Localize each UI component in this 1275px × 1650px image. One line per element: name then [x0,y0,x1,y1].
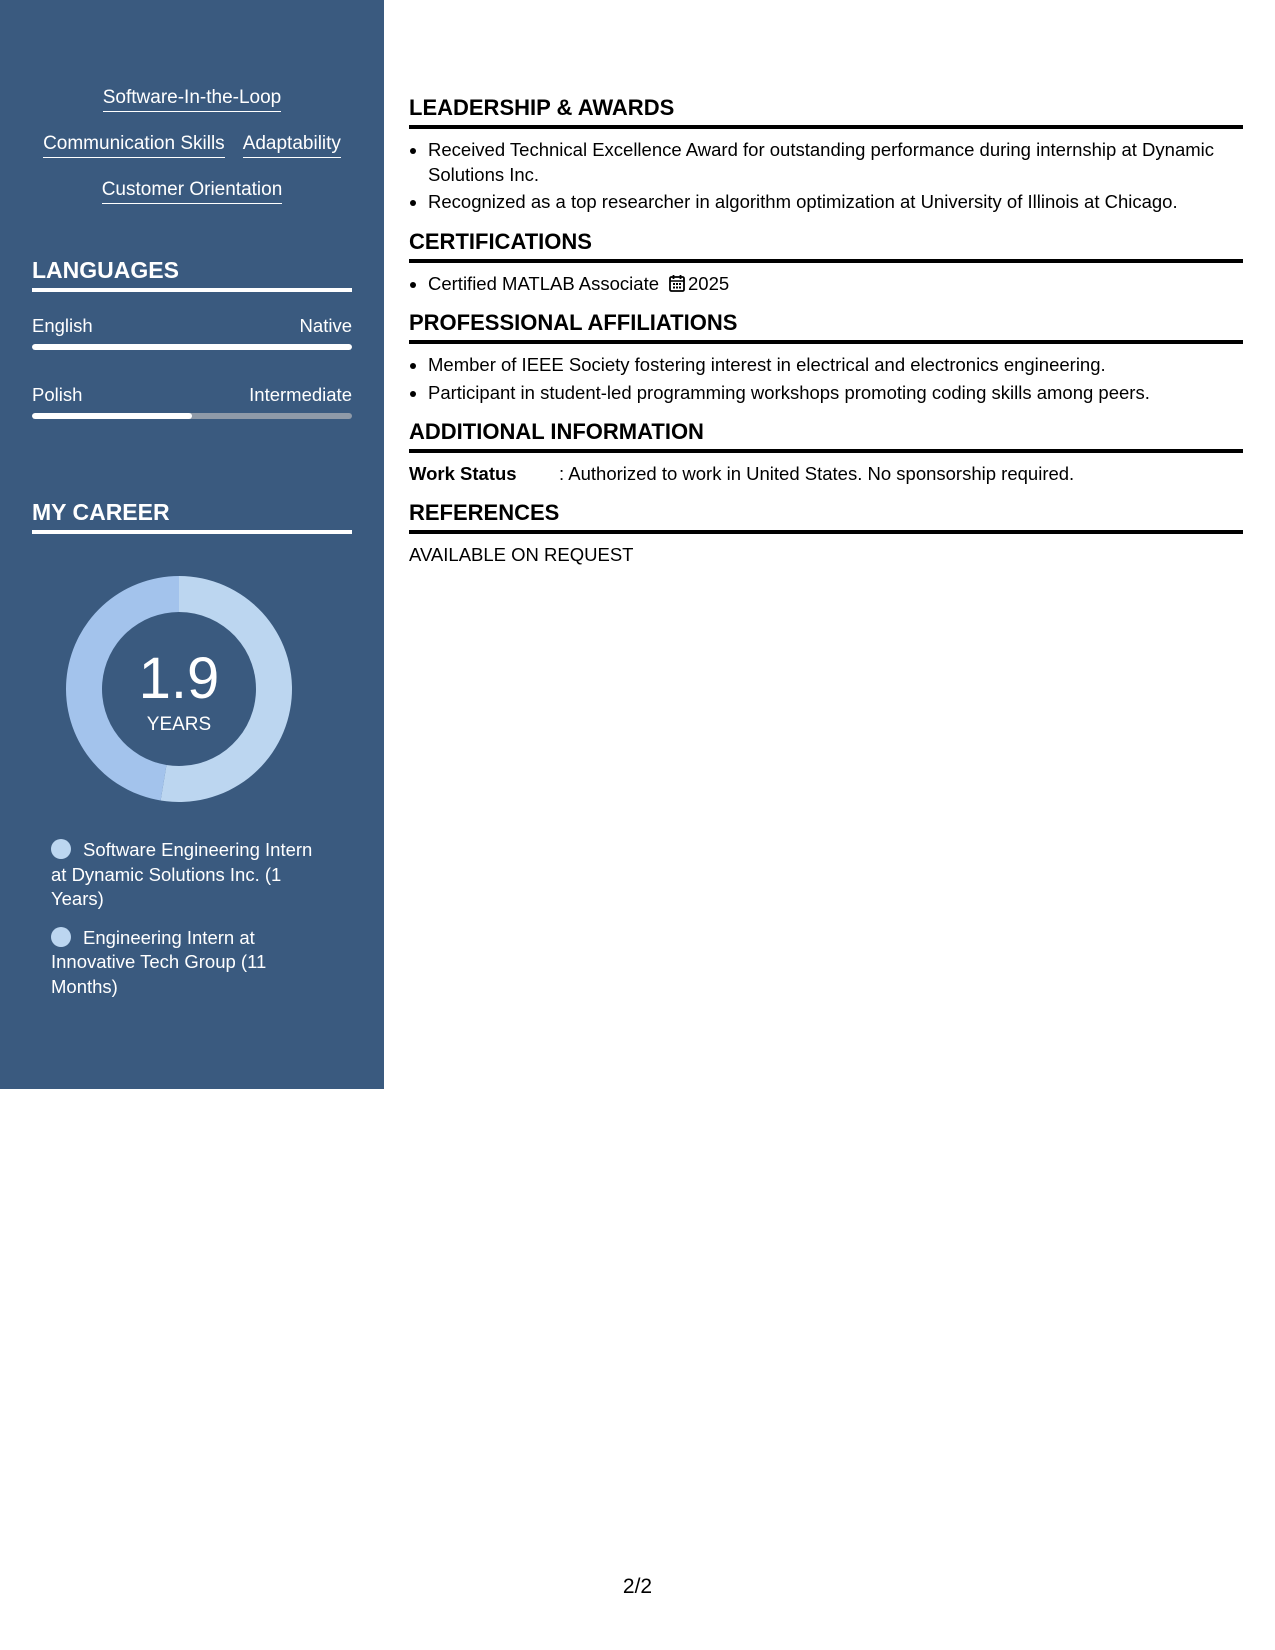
legend-dot-icon [51,839,71,859]
career-total: 1.9 [138,646,220,711]
affiliations-section [409,353,1243,405]
certifications-heading: CERTIFICATIONS [409,227,1243,263]
affiliation-item: • Participant in student-led programming workshops promoting coding skills among peers. [428,381,1243,406]
references-section [409,543,1243,567]
career-legend-item [51,926,331,1000]
skill-tag: Communication Skills [43,132,225,158]
main-content [409,93,1243,579]
language-bar-fill [32,413,192,419]
affiliation-item: • Member of IEEE Society fostering interest in electrical and electronics engineering. [428,353,1243,378]
language-row [32,383,352,407]
leadership-item: • Received Technical Excellence Award for outstanding performance during internship at Dynamic Solutions Inc. [428,138,1243,187]
career-unit: YEARS [146,714,212,735]
language-level: Intermediate [249,384,352,405]
skill-tag: Software-In-the-Loop [103,86,282,112]
skill-row [0,132,384,158]
additional-info-heading: ADDITIONAL INFORMATION [409,417,1243,453]
leadership-heading: LEADERSHIP & AWARDS [409,93,1243,129]
language-bar-fill [32,344,352,350]
language-row [32,314,352,338]
work-status-value: : Authorized to work in United States. No sponsorship required. [559,463,1075,484]
skill-row [0,178,384,204]
work-status-row [409,462,1243,486]
affiliations-heading: PROFESSIONAL AFFILIATIONS [409,308,1243,344]
language-bar [32,344,352,350]
references-heading: REFERENCES [409,498,1243,534]
skill-tag: Customer Orientation [102,178,283,204]
certification-year: 2025 [688,272,730,294]
legend-dot-icon [51,927,71,947]
skills-list [0,86,384,224]
career-item-label: Software Engineering Intern at Dynamic Solutions Inc. (1 Years) [51,839,313,909]
page-number: 2/2 [622,1575,653,1598]
career-heading: MY CAREER [32,498,352,534]
references-text: AVAILABLE ON REQUEST [409,544,634,565]
career-item-label: Engineering Intern at Innovative Tech Group (11 Months) [51,926,267,997]
leadership-item: • Recognized as a top researcher in algorithm optimization at University of Illinois at Chicago. [428,190,1243,215]
career-legend-item [51,838,331,912]
language-name: English [32,315,93,336]
certifications-section [409,272,1243,297]
career-donut-chart [66,576,292,802]
language-level: Native [299,315,352,336]
skill-row [0,86,384,112]
calendar-icon [669,274,685,292]
language-bar [32,413,352,419]
leadership-section [409,138,1243,215]
certification-item [428,272,1243,297]
certification-name: Certified MATLAB Associate [428,272,659,294]
skill-tag: Adaptability [243,132,341,158]
language-name: Polish [32,384,83,405]
languages-heading: LANGUAGES [32,256,352,292]
career-legend [51,838,331,1013]
additional-info-section [409,462,1243,486]
work-status-label: Work Status [409,463,517,484]
sidebar [0,0,384,1089]
